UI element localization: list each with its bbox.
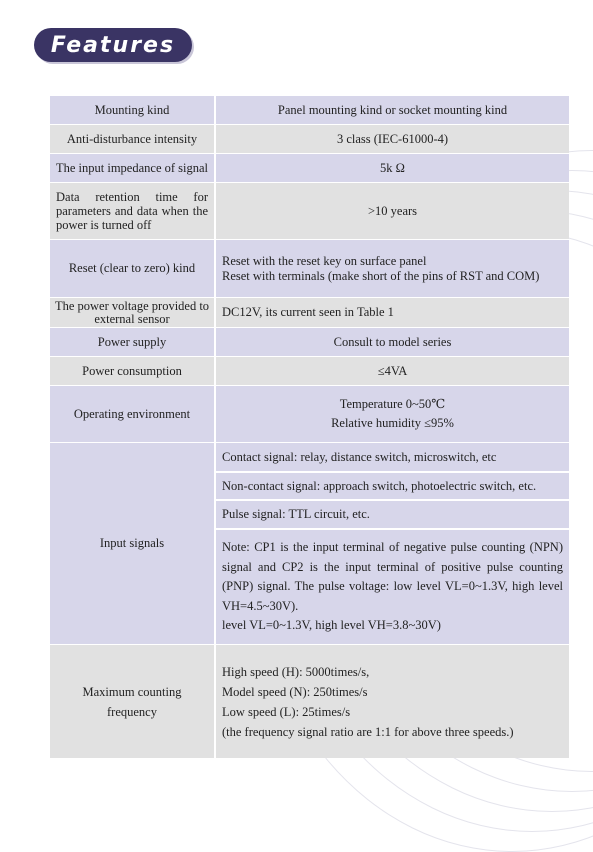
row-value: >10 years [367,203,418,218]
value-line: Reset with terminals (make short of the pins of RST and COM) [222,268,540,283]
row-label: The input impedance of signal [50,154,216,182]
table-row [50,297,569,327]
note-text: Note: CP1 is the input terminal of negative pulse counting (NPN) signal and CP2 is the input terminal of positive pulse counting (PNP) signal. The pulse voltage: low level VL=0~1.3V, high level VH=4.5~30V). [222,540,563,613]
page-title: Features [50,32,176,58]
value-line: High speed (H): 5000times/s, [222,664,370,679]
table-row [50,182,569,239]
row-label: Operating environment [50,386,216,442]
row-value [216,645,569,758]
row-label: Data retention time for parameters and data when the power is turned off [50,183,216,239]
input-signal-list [216,443,569,644]
row-label: Input signals [50,443,216,644]
row-label: Anti-disturbance intensity [50,125,216,153]
table-row [50,356,569,385]
value-line: Model speed (N): 250times/s [222,684,368,699]
table-row [50,124,569,153]
value-line: Temperature 0~50℃ [339,397,446,411]
features-badge [34,28,192,62]
row-value [216,240,569,297]
row-label: The power voltage provided to external sensor [50,298,216,327]
row-value: Panel mounting kind or socket mounting kind [277,102,508,117]
value-line: Low speed (L): 25times/s [222,704,351,719]
row-label: Power consumption [50,357,216,385]
list-item: Pulse signal: TTL circuit, etc. [216,499,569,528]
row-value: DC12V, its current seen in Table 1 [222,305,394,319]
table-row [50,644,569,758]
row-label: Maximum counting frequency [50,645,216,758]
table-row [50,442,569,644]
value-line: Relative humidity ≤95% [331,416,454,430]
row-value: 3 class (IEC-61000-4) [336,131,449,146]
row-value: Consult to model series [333,334,452,349]
table-row [50,239,569,297]
table-row [50,95,569,124]
row-label: Mounting kind [50,96,216,124]
row-value [216,386,569,442]
row-label: Power supply [50,328,216,356]
value-line: Reset with the reset key on surface panel [222,253,427,268]
list-item [216,528,569,644]
list-item: Non-contact signal: approach switch, photoelectric switch, etc. [216,471,569,499]
table-row [50,153,569,182]
table-row [50,385,569,442]
table-row [50,327,569,356]
row-value: 5k Ω [380,160,405,175]
list-item: Contact signal: relay, distance switch, microswitch, etc [216,443,569,471]
value-line: (the frequency signal ratio are 1:1 for above three speeds.) [222,724,514,739]
row-label: Reset (clear to zero) kind [50,240,216,297]
spec-table [50,95,569,758]
note-text-continued: level VL=0~1.3V, high level VH=3.8~30V) [222,618,441,633]
row-value: ≤4VA [377,363,408,378]
